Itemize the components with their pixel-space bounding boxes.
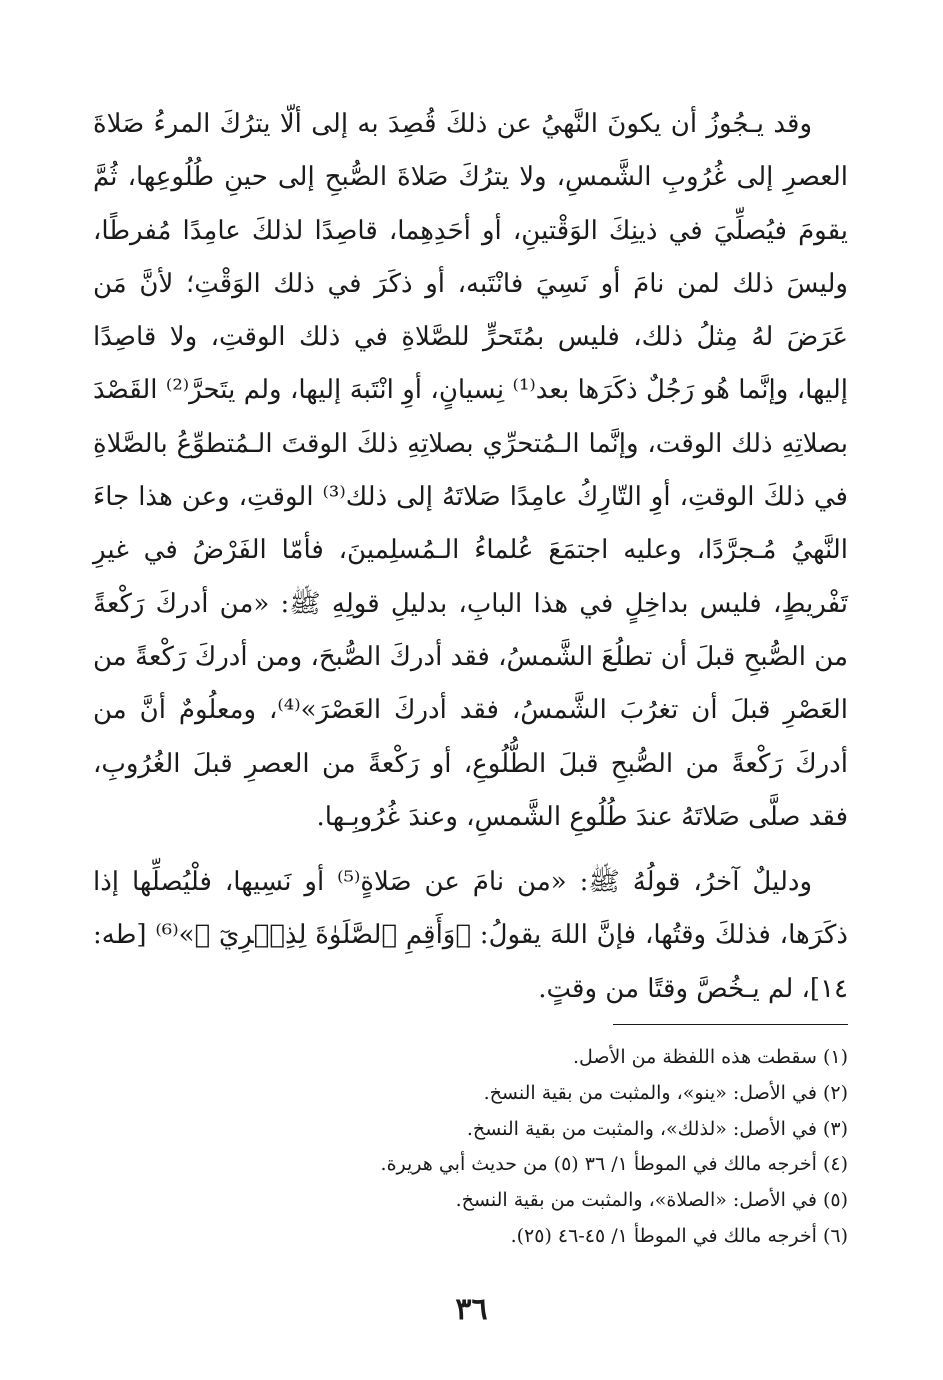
footnote-5: (٥) في الأصل: «الصلاة»، والمثبت من بقية النسخ.	[455, 1189, 848, 1212]
footnote-separator	[613, 1024, 848, 1025]
footnote-1: (١) سقطت هذه اللفظة من الأصل.	[572, 1046, 848, 1068]
footnote-3: (٣) في الأصل: «لذلك»، والمثبت من بقية النسخ.	[466, 1117, 848, 1140]
paragraph-2: ودليلٌ آخرُ، قولُهُ ﷺ: «من نامَ عن صَلاةٍ⁽⁵⁾ أو نَسِيها، فلْيُصلِّها إذا ذكَرَها، فذلكَ وقتُها، فإنَّ اللهَ يقولُ: ﴿وَأَقِمِ ٱلصَّلَوٰةَ لِذِكۡرِيٓ ﴾»⁽⁶⁾ [طه: ١٤]، لم يـخُصَّ وقتًا من وقتٍ.	[93, 867, 849, 1004]
footnote-2: (٢) في الأصل: «ينو»، والمثبت من بقية النسخ.	[483, 1081, 848, 1104]
paragraph-1: وقد يـجُوزُ أن يكونَ النَّهيُ عن ذلكَ قُصِدَ به إلى ألّا يترُكَ المرءُ صَلاةَ العصرِ إلى غُرُوبِ الشَّمسِ، ولا يترُكَ صَلاةَ الصُّبحِ إلى حينِ طُلُوعِها، ثُمَّ يقومَ فيُصلِّيَ في ذينِكَ الوَقْتينِ، أو أحَدِهِما، قاصِدًا لذلكَ عامِدًا مُفرطًا، وليسَ ذلك لمن نامَ أو نَسِيَ فانْتَبه، أو ذكَرَ في ذلك الوَقْتِ؛ لأنَّ مَن عَرَضَ لهُ مِثلُ ذلك، فليس بمُتَحرٍّ للصَّلاةِ في ذلك الوقتِ، ولا قاصِدًا إليها، وإنَّما هُو رَجُلٌ ذكَرَها بعد⁽¹⁾ نِسيانٍ، أوِ انْتَبهَ إليها، ولم يتَحرَّ⁽²⁾ القَصْدَ بصلاتِهِ ذلك الوقت، وإنَّما الـمُتحرِّي بصلاتِهِ ذلكَ الوقتَ الـمُتطوِّعُ بالصَّلاةِ في ذلكَ الوقتِ، أوِ التّارِكُ عامِدًا صَلاتَهُ إلى ذلك⁽³⁾ الوقتِ، وعن هذا جاءَ النَّهيُ مُـجرَّدًا، وعليه اجتمَعَ عُلماءُ الـمُسلِمينَ، فأمّا الفَرْضُ في غيرِ تَفْريطٍ، فليس بداخِلٍ في هذا البابِ، بدليلِ قولِهِ ﷺ: «من أدركَ رَكْعةً من الصُّبحِ قبلَ أن تطلُعَ الشَّمسُ، فقد أدركَ الصُّبحَ، ومن أدركَ رَكْعةً من العَصْرِ قبلَ أن تغرُبَ الشَّمسُ، فقد أدركَ العَصْرَ»⁽⁴⁾، ومعلُومٌ أنَّ من أدركَ رَكْعةً من الصُّبحِ قبلَ الطُّلُوعِ، أو رَكْعةً من العصرِ قبلَ الغُرُوبِ، فقد صلَّى صَلاتَهُ عندَ طُلُوعِ الشَّمسِ، وعندَ غُرُوبِـها.	[93, 109, 848, 832]
footnote-6: (٦) أخرجه مالك في الموطأ ١/ ٤٥-٤٦ (٢٥).	[510, 1224, 848, 1247]
footnotes-list	[93, 1040, 848, 1255]
footnote-4: (٤) أخرجه مالك في الموطأ ١/ ٣٦ (٥) من حديث أبي هريرة.	[380, 1153, 848, 1176]
page-number: ٣٦	[455, 1292, 488, 1327]
main-text	[93, 98, 848, 1016]
